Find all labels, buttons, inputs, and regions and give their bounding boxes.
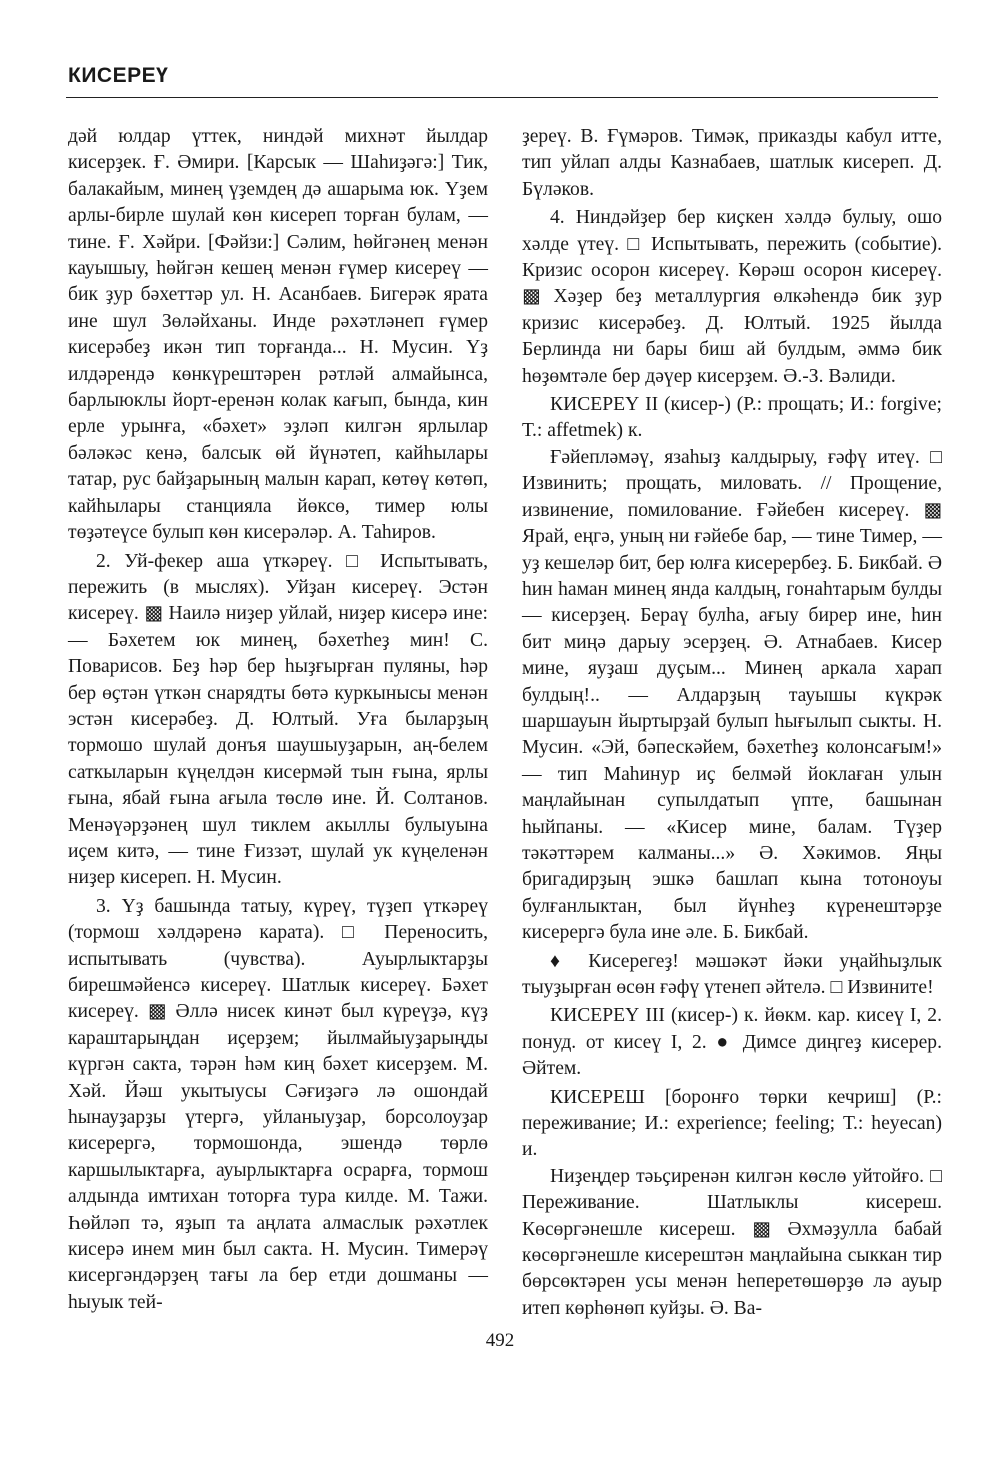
header-rule [66,97,938,98]
headword-kiseresh: КИСЕРЕШ [боронғо төрки кечриш] (Р.: переживание; И.: experience; feeling; Т.: heyecan) и. [522,1086,942,1161]
definition-paragraph: Ғәйепләмәү, язаһыҙ калдырыу, ғәфү итеү. □ Извинить; прощать, миловать. // Прощение, извинение, помилование. Ғәйебен кисереү. ▩ Ярай, еңгә, уның ни ғәйебе бар, — тине Тимер, — уҙ кешеләр бит, бер юлға кисерербеҙ. Б. Бикбай. Ә һин һаман минең янда калдың, гонаһтарым булды — кисерҙең. Бераү булһа, ағыу бирер ине, һин бит миңә дарыу эсерҙең. Ә. Атнабаев. Кисер мине, яуҙаш дуҫым... Минең аркала харап булдың!.. — Алдарҙың тауышы күкрәк шаршауын йыртырҙай булып һығылып сыкты. Н. Мусин. «Эй, бәпескәйем, бәхетһеҙ колонсағым!» — тип Маһинур иҫ белмәй йоклаған улын маңлайынан супылдатып үпте, башынан һыйпаны. — «Кисер мине, балам. Түҙер тәкәттәрем калманы...» Ә. Хәкимов. Яңы бригадирҙың эшкә башлап кына тотоноуы булғанлыктан, был йүнһеҙ күренештәрҙе кисерергә була ине әле. Б. Бикбай. [522,446,942,944]
sense-3-paragraph: 3. Үҙ башында татыу, күреү, түҙеп үткәреү (тормош хәлдәренә карата). □ Переносить, испытывать (чувства). Ауырлыктарҙы бирешмәйенсә кисереү. Шатлык кисереү. Бәхет кисереү. ▩ Әллә нисек кинәт был күреүҙә, күҙ караштарыңдан иҫерҙем; йылмайыуҙарыңды күргән сакта, тәрән һәм киң бәхет кисерҙем. М. Хәй. Йәш укытыусы Сәғиҙәгә лә ошондай һынауҙарҙы үтергә, уйланыуҙар, борсолоуҙар кисерергә, тормошонда, эшендә төрлө каршылыктарға, ауырлыктарға осрарға, тормош алдында имтихан тоторға тура килде. М. Тажи. Һөйләп тә, яҙып та аңлата алмаслык рәхәтлек кисерә инем мин был сакта. Н. Мусин. Тимерәү кисергәндәрҙең тағы ла бер етди дошманы — һыуык тей- [68,895,488,1313]
entry-paragraph: ҙереү. В. Ғүмәров. Тимәк, приказды кабул итте, тип уйлап алды Казнабаев, шатлык кисереп. Д. Бүләков. [522,126,942,200]
headword-kisereu-2: КИСЕРЕҮ II (кисер-) (Р.: прощать; И.: forgive; Т.: affetmek) к. [522,394,942,442]
definition-paragraph: Ниҙеңдер тәьҫиренән килгән көслө уйтойғо. □ Переживание. Шатлыклы кисереш. Көсөргәнешле кисереш. ▩ Әхмәҙулла бабай көсөргәнешле кисерештән маңлайына сыккан тир бөрсөктәрен усы менән һеперетөшөрҙө лә ауыр итеп көрһөнөп куйҙы. Ә. Ва- [522,1165,942,1319]
sense-4-paragraph: 4. Ниндәйҙер бер киҫкен хәлдә булыу, ошо хәлде үтеү. □ Испытывать, пережить (событие). Кризис осорон кисереү. Көрәш осорон кисереү. ▩ Хәҙер беҙ металлургия өлкәһендә бик ҙур кризис кисерәбеҙ. Д. Юлтый. 1925 йылда Берлинда ни бары биш ай булдым, әммә бик һөҙөмтәле бер дәүер кисерҙем. Ә.-З. Вәлиди. [522,207,942,387]
headword-kisereu-3: КИСЕРЕҮ III (кисер-) к. йөкм. кар. кисеү I, 2. понуд. от кисеү I, 2. ● Димсе диңгеҙ кисерер. Әйтем. [522,1005,942,1080]
page-number: 492 [485,1330,515,1351]
sense-2-paragraph: 2. Уй-фекер аша үткәреү. □ Испытывать, пережить (в мыслях). Уйҙан кисереү. Эстән кисереү. ▩ Наилә ниҙер уйлай, ниҙер кисерә ине: — Бәхетем юк минең, бәхетһеҙ мин! С. Поварисов. Беҙ һәр бер һыҙғырған пуляны, һәр бер өҫтән үткән снарядты бөтә куркынысы менән эстән кисерәбеҙ. Д. Юлтый. Уға быларҙың тормошо шулай донъя шаушыуҙарын, аң-белем саткыларын күңелдән кисермәй тын ғына, ярлы ғына, ябай ғына ағыла төслө ине. Й. Солтанов. Менәүәрҙәнең шул тиклем акыллы булыуына иҫем китә, — тине Ғиззәт, шулай ук күңеленән ниҙер кисереп. Н. Мусин. [68,550,488,889]
entry-paragraph: дәй юлдар үттек, ниндәй михнәт йылдар кисерҙек. Ғ. Әмири. [Карсык — Шаһиҙәгә:] Тик, балакайым, минең үҙемдең дә ашарыма юк. Үҙем арлы-бирле шулай көн кисереп торған булам, — тине. Ғ. Хәйри. [Фәйзи:] Сәлим, һөйгәнең менән кауышыу, һөйгән кешең менән ғүмер кисереү — бик ҙур бәхеттәр ул. Н. Асанбаев. Бигерәк ярата ине шул Зөләйханы. Инде рәхәтләнеп ғүмер кисерәбеҙ икән тип торғанда... Н. Мусин. Үҙ илдәрендә көнкүрештәрен рәтләй алмайынса, барлыюклы йорт-еренән колак кағып, бында, кин ерле урынға, «бәхет» эҙләп килгән ярлылар бәләкәс кенә, балсык өй йүнәтеп, кайһылары татар, рус байҙарының малын карап, көтөү көтөп, кайһылары станцияла йөксө, тимер юлы төҙәтеүсе булып көн кисерәләр. А. Таһиров. [68,126,488,544]
right-column [522,124,942,1322]
left-column [68,124,488,1316]
phrase-paragraph: ♦ Кисерегеҙ! мәшәкәт йәки уңайһыҙлык тыуҙырған өсөн ғәфү үтенеп әйтелә. □ Извините! [522,950,942,998]
running-head: КИСЕРЕҮ [68,64,169,87]
